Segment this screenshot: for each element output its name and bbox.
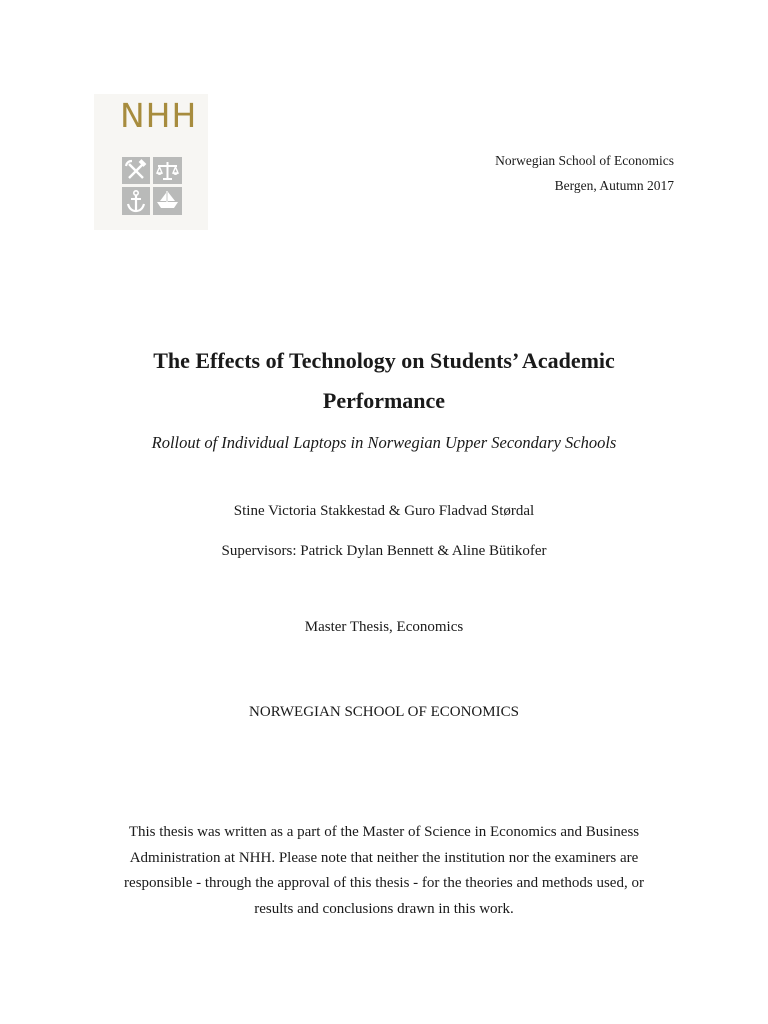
title-line-2: Performance (322, 388, 446, 413)
nhh-logo (94, 94, 208, 230)
thesis-title (60, 341, 708, 421)
disclaimer-line-1: This thesis was written as a part of the Master of Science in Economics and Business (128, 824, 640, 840)
thesis-subtitle: Rollout of Individual Laptops in Norwegian Upper Secondary Schools (151, 433, 617, 452)
disclaimer-line-4: results and conclusions drawn in this work. (254, 900, 514, 917)
supervisors: Supervisors: Patrick Dylan Bennett & Aline Bütikofer (221, 543, 547, 559)
degree: Master Thesis, Economics (304, 619, 464, 635)
school-name: NORWEGIAN SCHOOL OF ECONOMICS (249, 704, 519, 720)
nhh-emblem (122, 157, 182, 215)
title-line-1: The Effects of Technology on Students’ Academic (153, 348, 615, 373)
authors: Stine Victoria Stakkestad & Guro Fladvad Størdal (233, 503, 535, 519)
institution-name: Norwegian School of Economics (495, 153, 674, 168)
institution-meta (495, 148, 674, 198)
ship-icon (153, 187, 182, 215)
logo-wordmark: NHH (120, 96, 198, 135)
disclaimer-line-2: Administration at NHH. Please note that neither the institution nor the examiners are (129, 849, 639, 866)
disclaimer (90, 820, 678, 922)
anchor-icon (122, 187, 150, 215)
disclaimer-line-3: responsible - through the approval of this thesis - for the theories and methods used, or (124, 875, 644, 891)
place-date: Bergen, Autumn 2017 (554, 178, 674, 193)
hammer-pick-icon (122, 157, 150, 184)
scales-icon (153, 157, 182, 184)
